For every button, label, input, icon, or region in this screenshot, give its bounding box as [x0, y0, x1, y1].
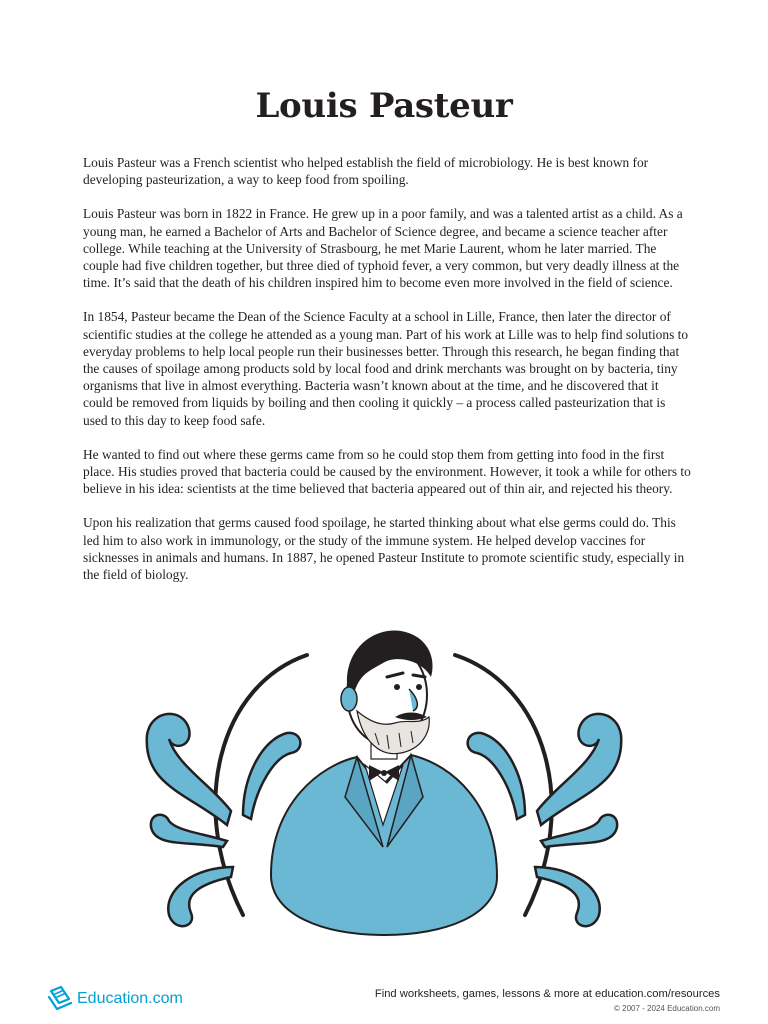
paragraph: Louis Pasteur was a French scientist who helped establish the field of microbiology. He is best known for developing pasteurization, a way to keep food from spoiling.: [83, 155, 649, 188]
paragraph: Upon his realization that germs caused food spoilage, he started thinking about what else germs could do. This led him to also work in immunology, or the study of the immune system. He helped develop vaccines for sicknesses in animals and humans. In 1887, he opened Pasteur Institute to promote scientific study, especially in the field of biology.: [83, 515, 685, 583]
footer-tagline[interactable]: Find worksheets, games, lessons & more at education.com/resources: [374, 988, 720, 1000]
body-text: [83, 154, 691, 600]
paragraph: In 1854, Pasteur became the Dean of the Science Faculty at a school in Lille, France, then later the director of scientific studies at the college he attended as a young man. Part of his work at Lille was to help find solutions to everyday problems to help local people run their businesses better. Through this research, he began finding that the causes of spoilage among products sold by local food and drink merchants was brought on by bacteria, tiny organisms that live in almost everything. Bacteria wasn’t known about at the time, and he discovered that it could be removed from liquids by boiling and then cooling it quickly – a process called pasteurization that is used to this day to keep food safe.: [83, 309, 689, 428]
louis-pasteur-portrait-icon: [125, 615, 643, 945]
page-title: Louis Pasteur: [255, 86, 513, 126]
paragraph: He wanted to find out where these germs came from so he could stop them from getting into food in the first place. His studies proved that bacteria could be caused by the environment. However, it took a while for others to believe in his idea: scientists at the time believed that bacteria appeared out of thin air, and rejected his theory.: [83, 446, 691, 497]
footer-logo[interactable]: [47, 984, 183, 1014]
footer-info: [375, 988, 720, 1013]
copyright: © 2007 - 2024 Education.com: [614, 1004, 720, 1013]
logo-text: Education.com: [77, 990, 183, 1007]
paragraph: Louis Pasteur was born in 1822 in France. He grew up in a poor family, and was a talented artist as a child. As a young man, he earned a Bachelor of Arts and Bachelor of Science degree, and became a science teacher after college. While teaching at the University of Strasbourg, he met Marie Laurent, whom he later married. The couple had five children together, but three died of typhoid fever, a very common, but very deadly illness at the time. It’s said that the death of his children inspired him to become even more involved in the field of science.: [83, 206, 683, 291]
education-com-logo-icon: [47, 985, 73, 1013]
